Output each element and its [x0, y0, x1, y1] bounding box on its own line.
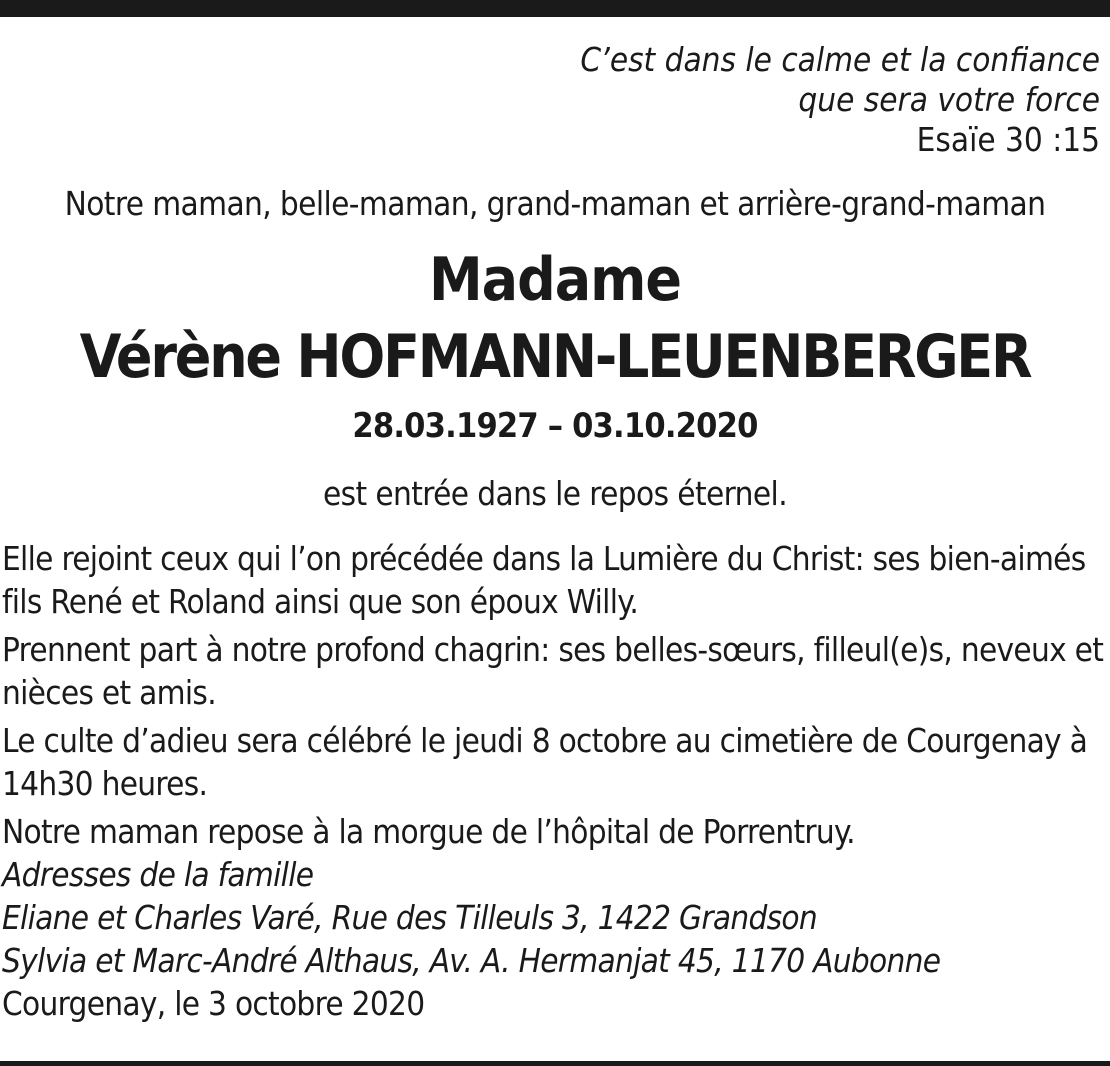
- honorific: Madame: [428, 245, 682, 315]
- paragraph-mourners: Prennent part à notre profond chagrin: ses belles-sœurs, filleul(e)s, neveux et nièces et amis.: [2, 630, 1104, 712]
- deceased-name: Vérène HOFMANN-LEUENBERGER: [79, 322, 1031, 392]
- top-rule: [0, 0, 1110, 17]
- epigraph-line-1: C’est dans le calme et la confiance: [580, 40, 1100, 79]
- entered-rest-line: est entrée dans le repos éternel.: [322, 474, 788, 513]
- paragraph-service: Le culte d’adieu sera célébré le jeudi 8 octobre au cimetière de Courgenay à 14h30 heures.: [2, 721, 1088, 803]
- addresses-heading: Adresses de la famille: [2, 855, 314, 894]
- address-line: Sylvia et Marc-André Althaus, Av. A. Hermanjat 45, 1170 Aubonne: [2, 941, 941, 980]
- address-line: Eliane et Charles Varé, Rue des Tilleuls 3, 1422 Grandson: [2, 898, 817, 937]
- family-addresses: [2, 853, 1106, 982]
- announcement-body: [2, 537, 1106, 1025]
- intro-line: Notre maman, belle-maman, grand-maman et arrière-grand-maman: [64, 184, 1046, 223]
- paragraph-predeceased: Elle rejoint ceux qui l’on précédée dans la Lumière du Christ: ses bien-aimés fils René et Roland ainsi que son époux Willy.: [2, 539, 1086, 621]
- life-dates: 28.03.1927 – 03.10.2020: [352, 406, 758, 446]
- place-date-line: Courgenay, le 3 octobre 2020: [2, 984, 425, 1023]
- epigraph-line-2: que sera votre force: [798, 80, 1100, 119]
- epigraph: [580, 40, 1100, 160]
- paragraph-rest-place: Notre maman repose à la morgue de l’hôpital de Porrentruy.: [2, 812, 855, 851]
- epigraph-reference: Esaïe 30 :15: [916, 120, 1100, 159]
- bottom-rule: [0, 1061, 1110, 1066]
